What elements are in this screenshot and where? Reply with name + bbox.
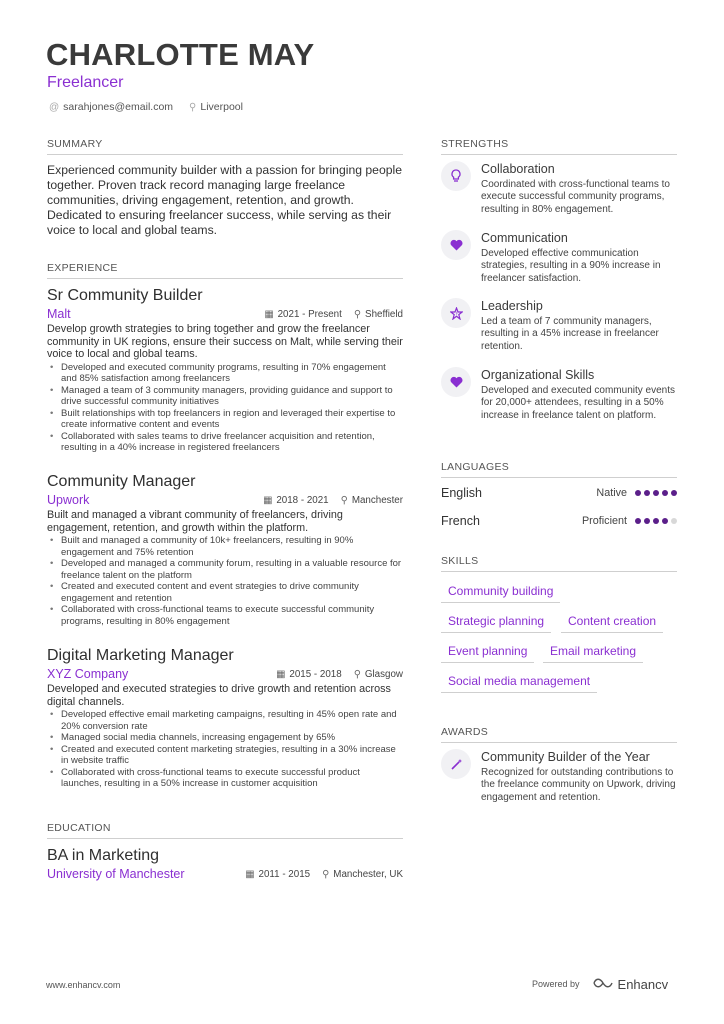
- rating-dot-filled: [635, 490, 641, 496]
- job-location: [341, 495, 403, 506]
- job-dates: [276, 669, 342, 680]
- strength-item: [441, 230, 677, 285]
- job-location: [354, 309, 403, 320]
- strength-item: [441, 298, 677, 353]
- calendar-icon: ▦: [276, 668, 286, 680]
- job-entry: [47, 473, 403, 627]
- heart-icon: [441, 230, 471, 260]
- job-bullet: • Built and managed a community of 10k+ freelancers, resulting in 90% engagement and 75% retention: [47, 535, 403, 558]
- degree: BA in Marketing: [47, 847, 160, 864]
- job-bullets: [47, 709, 403, 790]
- skill-tag: Event planning: [441, 644, 534, 663]
- calendar-icon: ▦: [245, 868, 255, 880]
- job-bullets: [47, 535, 403, 627]
- job-bullet: • Collaborated with cross-functional teams to execute successful community programs, resulting in 80% engagement: [47, 604, 403, 627]
- education-heading: EDUCATION: [47, 822, 403, 839]
- job-bullet: • Collaborated with cross-functional teams to execute successful product launches, resulting in a 50% increase in customer acquisition: [47, 767, 403, 790]
- experience-heading: EXPERIENCE: [47, 262, 403, 279]
- strength-title: Leadership: [481, 299, 543, 313]
- skill-tag: Strategic planning: [441, 614, 551, 633]
- job-dates-text: 2018 - 2021: [276, 494, 329, 506]
- rating-dot-filled: [644, 490, 650, 496]
- job-bullet: • Managed social media channels, increasing engagement by 65%: [47, 732, 403, 744]
- education-meta: [47, 867, 403, 881]
- rating-dot-filled: [644, 518, 650, 524]
- at-icon: @: [49, 101, 60, 113]
- location-contact: [189, 101, 243, 113]
- language-level: Native: [596, 487, 627, 499]
- job-bullet: • Developed effective email marketing campaigns, resulting in 45% open rate and 20% conversion rate: [47, 709, 403, 732]
- location-pin-icon: ⚲: [322, 868, 330, 880]
- education-entry: [47, 847, 403, 881]
- strength-description: Led a team of 7 community managers, resulting in a 45% increase in freelancer retention.: [481, 316, 659, 352]
- language-level: Proficient: [581, 515, 627, 527]
- contact-row: [49, 101, 243, 113]
- skill-tag: Community building: [441, 584, 560, 603]
- job-dates-text: 2021 - Present: [277, 308, 342, 320]
- job-bullet: • Built relationships with top freelancers in region and leveraged their expertise to create informative content and events: [47, 408, 403, 431]
- candidate-name: CHARLOTTE MAY: [46, 37, 315, 72]
- summary-text: Experienced community builder with a passion for bringing people together. Proven track record managing large freelance communities, driving engagement, retention, and growth. Dedicated to ensuring freelancer success, while serving as their voice to local and global teams.: [47, 163, 402, 237]
- calendar-icon: ▦: [264, 308, 274, 320]
- rating-dot-filled: [653, 490, 659, 496]
- skill-tag: Content creation: [561, 614, 663, 633]
- job-entry: [47, 647, 403, 790]
- powered-by-label: Powered by: [532, 979, 580, 989]
- education-location: [322, 869, 403, 880]
- company-name: Upwork: [47, 493, 90, 507]
- strength-description: Coordinated with cross-functional teams to execute successful community programs, resulting in 80% engagement.: [481, 179, 670, 215]
- job-meta: [47, 307, 403, 321]
- language-item: [441, 514, 677, 528]
- star-icon: [441, 298, 471, 328]
- location-pin-icon: ⚲: [353, 668, 361, 680]
- award-description: Recognized for outstanding contributions to the freelance community on Upwork, driving engagement and retention.: [481, 767, 676, 803]
- language-name: English: [441, 486, 482, 500]
- website-link[interactable]: www.enhancv.com: [46, 980, 121, 990]
- wand-icon: [441, 749, 471, 779]
- education-dates-text: 2011 - 2015: [258, 868, 311, 880]
- job-description: Develop growth strategies to bring together and grow the freelancer community in UK regions, ensure their success on Malt, while serving their voice to local and global teams.: [47, 323, 403, 360]
- brand-logo: [592, 976, 669, 992]
- awards-heading: AWARDS: [441, 726, 677, 743]
- candidate-role: Freelancer: [47, 74, 124, 91]
- education-dates: [245, 869, 310, 880]
- location-pin-icon: ⚲: [189, 101, 197, 113]
- job-dates: [263, 495, 329, 506]
- strengths-heading: STRENGTHS: [441, 138, 677, 155]
- job-meta: [47, 493, 403, 507]
- job-title: Community Manager: [47, 473, 196, 490]
- language-rating: [635, 518, 677, 524]
- location-pin-icon: ⚲: [353, 308, 362, 320]
- rating-dot-empty: [671, 518, 677, 524]
- heart-icon: [441, 367, 471, 397]
- language-item: [441, 486, 677, 500]
- email-text: sarahjones@email.com: [63, 101, 174, 113]
- rating-dot-filled: [662, 490, 668, 496]
- languages-heading: LANGUAGES: [441, 461, 677, 478]
- rating-dot-filled: [662, 518, 668, 524]
- skill-tag: Social media management: [441, 674, 597, 693]
- job-bullets: [47, 362, 403, 454]
- strength-item: [441, 161, 677, 216]
- job-bullet: • Developed and executed community programs, resulting in 70% engagement and 85% satisfaction among freelancers: [47, 362, 403, 385]
- enhancv-logo-icon: [592, 976, 614, 992]
- strength-item: [441, 367, 677, 422]
- award-item: [441, 749, 677, 804]
- job-bullet: • Managed a team of 3 community managers, providing guidance and support to drive successful community initiatives: [47, 385, 403, 408]
- school-name: University of Manchester: [47, 867, 185, 881]
- award-title: Community Builder of the Year: [481, 750, 650, 764]
- rating-dot-filled: [671, 490, 677, 496]
- rating-dot-filled: [635, 518, 641, 524]
- education-location-text: Manchester, UK: [333, 868, 403, 880]
- job-bullet: • Collaborated with sales teams to drive freelancer acquisition and retention, resulting in a 40% increase in registered freelancers: [47, 431, 403, 454]
- email-contact[interactable]: [49, 101, 173, 113]
- job-bullet: • Created and executed content marketing strategies, resulting in a 30% increase in website traffic: [47, 744, 403, 767]
- job-description: Developed and executed strategies to drive growth and retention across digital channels.: [47, 683, 391, 708]
- job-location-text: Sheffield: [365, 308, 403, 320]
- strength-title: Organizational Skills: [481, 368, 595, 382]
- job-location-text: Manchester: [351, 494, 403, 506]
- strength-title: Communication: [481, 231, 568, 245]
- language-name: French: [441, 514, 480, 528]
- job-title: Digital Marketing Manager: [47, 647, 234, 664]
- powered-by[interactable]: [532, 976, 668, 992]
- strength-title: Collaboration: [481, 162, 555, 176]
- company-name: Malt: [47, 307, 71, 321]
- summary-heading: SUMMARY: [47, 138, 403, 155]
- brand-name: Enhancv: [617, 976, 669, 992]
- job-bullet: • Developed and managed a community forum, resulting in a valuable resource for freelance talent on the platform: [47, 558, 403, 581]
- location-pin-icon: ⚲: [340, 494, 348, 506]
- job-dates-text: 2015 - 2018: [289, 668, 342, 680]
- job-entry: [47, 287, 403, 454]
- job-dates: [264, 309, 342, 320]
- strength-description: Developed effective communication strategies, resulting in a 90% increase in freelancer satisfaction.: [481, 248, 661, 284]
- job-location: [354, 669, 403, 680]
- strength-description: Developed and executed community events for 20,000+ attendees, resulting in a 50% increase in freelance talent on platform.: [481, 385, 676, 421]
- skill-tag: Email marketing: [543, 644, 643, 663]
- job-title: Sr Community Builder: [47, 287, 203, 304]
- skills-heading: SKILLS: [441, 555, 677, 572]
- lightbulb-icon: [441, 161, 471, 191]
- job-location-text: Glasgow: [364, 668, 403, 680]
- job-description: Built and managed a vibrant community of freelancers, driving engagement, retention, and growth within the platform.: [47, 509, 343, 534]
- location-text: Liverpool: [200, 101, 243, 113]
- company-name: XYZ Company: [47, 667, 129, 681]
- job-bullet: • Created and executed content and event strategies to drive community engagement and retention: [47, 581, 403, 604]
- job-meta: [47, 667, 403, 681]
- language-rating: [635, 490, 677, 496]
- calendar-icon: ▦: [263, 494, 273, 506]
- rating-dot-filled: [653, 518, 659, 524]
